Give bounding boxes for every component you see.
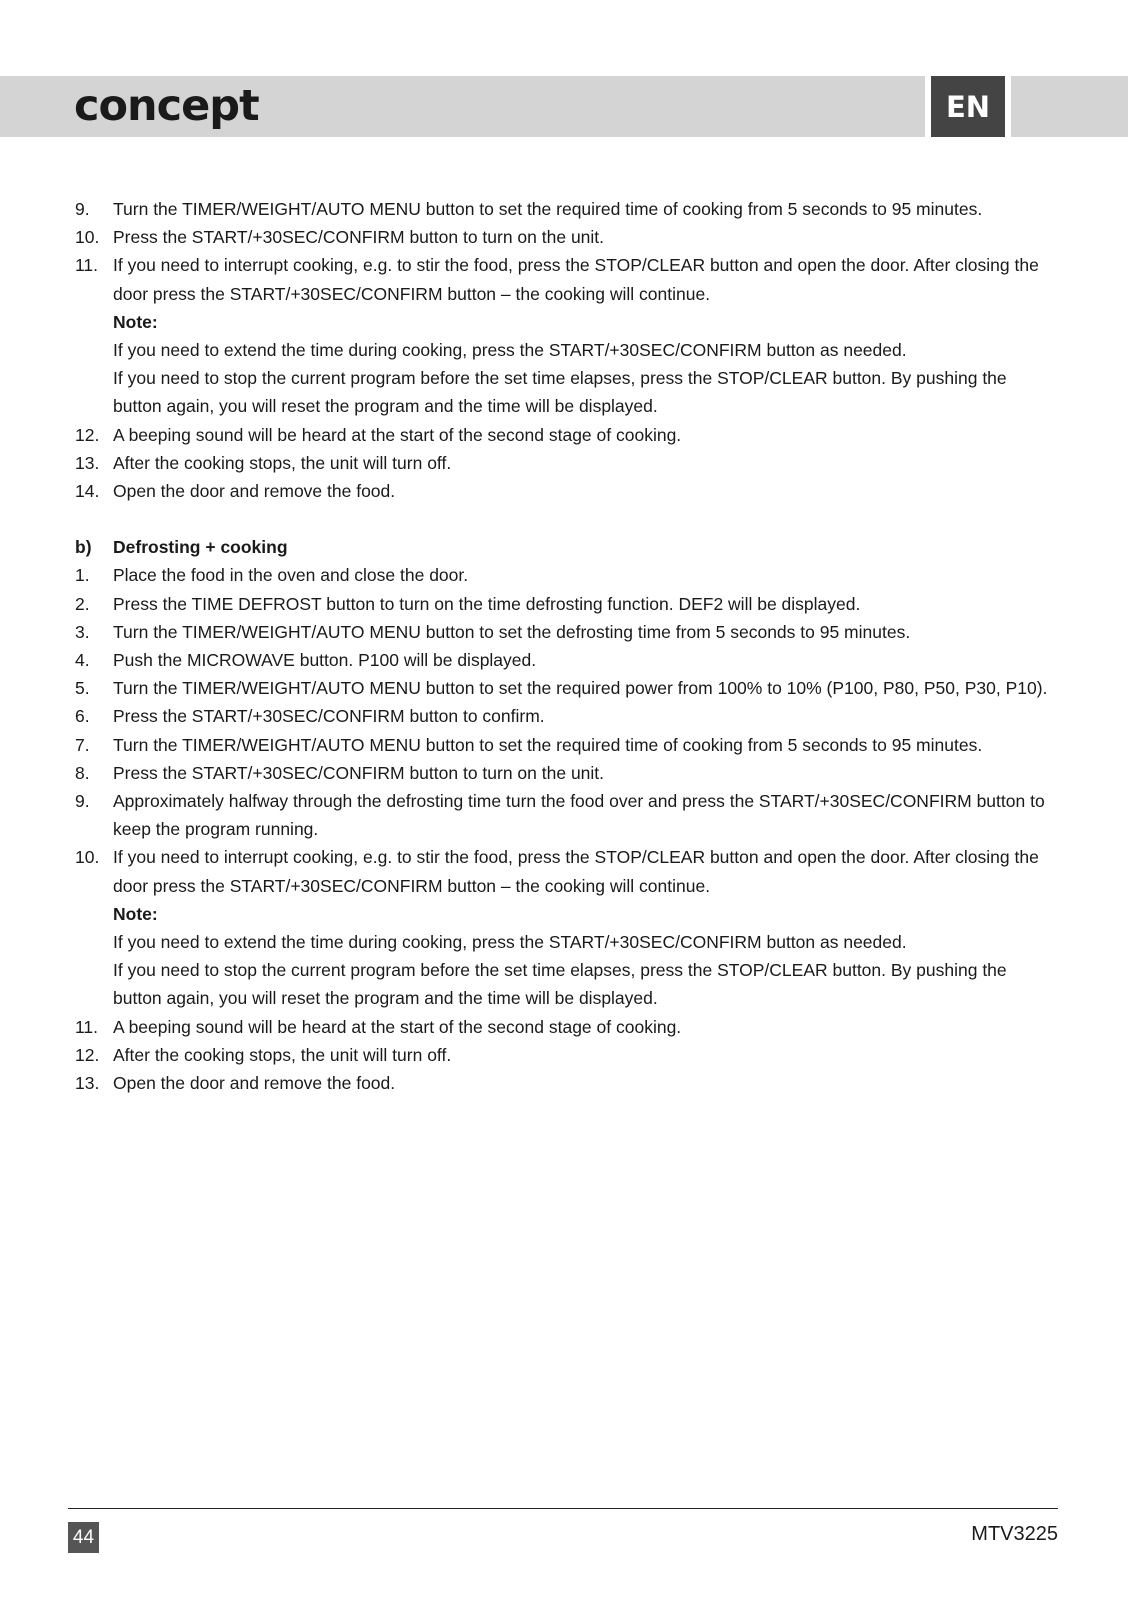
step-number: 11.	[75, 255, 99, 276]
list-item	[75, 477, 1060, 505]
list-item	[75, 646, 1060, 674]
note-text: If you need to extend the time during cooking, press the START/+30SEC/CONFIRM button as needed.	[113, 340, 907, 361]
step-number: 14.	[75, 481, 100, 502]
brand-logo: concept	[74, 81, 259, 131]
list-item	[75, 702, 1060, 730]
language-badge: EN	[931, 76, 1005, 137]
section-heading	[75, 533, 1060, 561]
note-text: If you need to extend the time during cooking, press the START/+30SEC/CONFIRM button as needed.	[113, 932, 907, 953]
step-number: 12.	[75, 424, 100, 445]
step-number: 4.	[75, 650, 90, 671]
step-text: After the cooking stops, the unit will turn off.	[113, 1044, 452, 1065]
list-item	[75, 561, 1060, 589]
header-divider	[1005, 76, 1011, 137]
step-number: 5.	[75, 678, 90, 699]
step-number: 10.	[75, 227, 100, 248]
list-item	[75, 1069, 1060, 1097]
step-text: After the cooking stops, the unit will turn off.	[113, 452, 452, 473]
list-item	[75, 618, 1060, 646]
step-number: 12.	[75, 1044, 100, 1065]
list-item	[75, 1041, 1060, 1069]
list-item	[75, 195, 1060, 223]
list-item	[75, 843, 1060, 899]
note-text: If you need to stop the current program before the set time elapses, press the STOP/CLEAR button. By pushing the button again, you will reset the program and the time will be displayed.	[113, 368, 1007, 417]
footer-divider	[68, 1508, 1058, 1509]
page-number: 44	[68, 1522, 99, 1553]
step-text: Press the START/+30SEC/CONFIRM button to turn on the unit.	[113, 227, 605, 248]
list-item	[75, 759, 1060, 787]
list-item	[75, 449, 1060, 477]
step-number: 8.	[75, 762, 90, 783]
step-number: 13.	[75, 452, 100, 473]
list-item	[75, 674, 1060, 702]
steps-list-part2-end	[75, 1013, 1060, 1098]
section-title: Defrosting + cooking	[113, 537, 288, 558]
step-number: 11.	[75, 1016, 99, 1037]
note-text: If you need to stop the current program before the set time elapses, press the STOP/CLEAR button. By pushing the button again, you will reset the program and the time will be displayed.	[113, 960, 1007, 1009]
step-text: A beeping sound will be heard at the start of the second stage of cooking.	[113, 424, 682, 445]
step-text: Turn the TIMER/WEIGHT/AUTO MENU button to set the required time of cooking from 5 seconds to 95 minutes.	[113, 734, 983, 755]
list-item	[75, 731, 1060, 759]
step-text: A beeping sound will be heard at the start of the second stage of cooking.	[113, 1016, 682, 1037]
step-number: 10.	[75, 847, 100, 868]
note-label: Note:	[113, 311, 158, 332]
step-number: 13.	[75, 1073, 100, 1094]
step-text: Turn the TIMER/WEIGHT/AUTO MENU button to set the required time of cooking from 5 seconds to 95 minutes.	[113, 199, 983, 219]
step-text: Press the START/+30SEC/CONFIRM button to turn on the unit.	[113, 762, 605, 783]
step-number: 6.	[75, 706, 90, 727]
section-letter: b)	[75, 537, 92, 558]
step-text: If you need to interrupt cooking, e.g. to stir the food, press the STOP/CLEAR button and open the door. After closing the door press the START/+30SEC/CONFIRM button – the cooking will continue.	[113, 255, 1039, 304]
list-item	[75, 421, 1060, 449]
page-content	[75, 195, 1060, 1097]
note-label: Note:	[113, 903, 158, 924]
step-text: Place the food in the oven and close the door.	[113, 565, 469, 586]
step-text: Open the door and remove the food.	[113, 1073, 396, 1094]
step-text: If you need to interrupt cooking, e.g. to stir the food, press the STOP/CLEAR button and open the door. After closing the door press the START/+30SEC/CONFIRM button – the cooking will continue.	[113, 847, 1039, 896]
step-number: 3.	[75, 621, 90, 642]
step-number: 9.	[75, 199, 90, 219]
step-text: Turn the TIMER/WEIGHT/AUTO MENU button to set the defrosting time from 5 seconds to 95 minutes.	[113, 621, 911, 642]
step-number: 1.	[75, 565, 90, 586]
model-number: MTV3225	[971, 1523, 1058, 1545]
step-text: Approximately halfway through the defrosting time turn the food over and press the START/+30SEC/CONFIRM button to keep the program running.	[113, 791, 1045, 840]
step-text: Press the TIME DEFROST button to turn on the time defrosting function. DEF2 will be displayed.	[113, 593, 861, 614]
steps-list-part1	[75, 195, 1060, 308]
list-item	[75, 787, 1060, 843]
step-number: 2.	[75, 593, 90, 614]
step-text: Turn the TIMER/WEIGHT/AUTO MENU button to set the required power from 100% to 10% (P100, P80, P50, P30, P10).	[113, 678, 1048, 699]
step-text: Press the START/+30SEC/CONFIRM button to confirm.	[113, 706, 545, 727]
step-number: 9.	[75, 791, 90, 812]
list-item	[75, 1013, 1060, 1041]
steps-list-part2	[75, 561, 1060, 899]
list-item	[75, 223, 1060, 251]
step-text: Push the MICROWAVE button. P100 will be displayed.	[113, 650, 537, 671]
step-number: 7.	[75, 734, 90, 755]
step-text: Open the door and remove the food.	[113, 481, 396, 502]
steps-list-part1-end	[75, 421, 1060, 506]
list-item	[75, 251, 1060, 307]
list-item	[75, 590, 1060, 618]
